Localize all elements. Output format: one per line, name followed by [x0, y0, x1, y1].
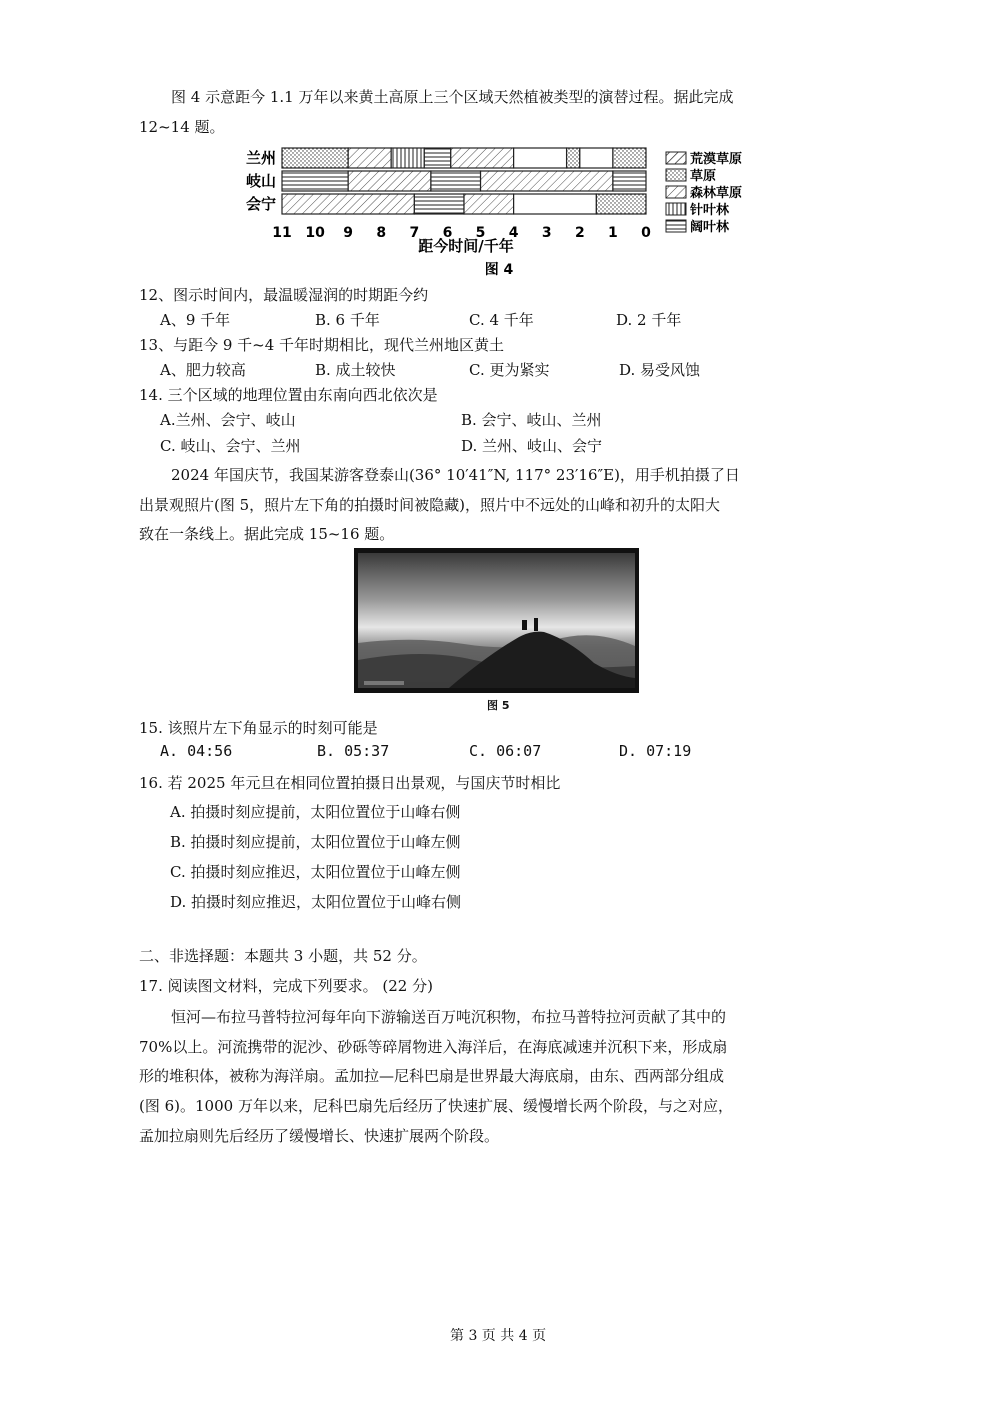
- figure-4-row-label: 兰州: [245, 149, 276, 167]
- q13-option-c: C. 更为紧实: [469, 361, 550, 379]
- figure-4-tick-label: 1: [608, 225, 618, 241]
- figure-4-legend-label: 针叶林: [690, 203, 730, 218]
- figure-4-segment: [567, 148, 580, 168]
- figure-5-caption: 图 5: [487, 699, 510, 712]
- figure-4-legend-swatch: [666, 169, 686, 181]
- q15-option-b: B. 05:37: [317, 742, 390, 760]
- figure-4-legend-swatch: [666, 152, 686, 164]
- q17-para-line-2: 70%以上。河流携带的泥沙、砂砾等碎屑物进入海洋后，在海底减速并沉积下来，形成扇: [139, 1038, 728, 1056]
- q14-option-b: B. 会宁、岐山、兰州: [461, 411, 602, 429]
- q12-option-a: A、9 千年: [160, 311, 231, 329]
- figure-4-tick-label: 0: [641, 225, 651, 241]
- figure-4-segment: [580, 148, 613, 168]
- figure-4-segment: [282, 148, 348, 168]
- q16-option-d: D. 拍摄时刻应推迟，太阳位置位于山峰右侧: [170, 893, 462, 911]
- figure-4-segment: [514, 148, 567, 168]
- q13-option-b: B. 成土较快: [315, 361, 396, 379]
- q16-option-b: B. 拍摄时刻应提前，太阳位置位于山峰左侧: [170, 833, 461, 851]
- q17-para-line-1: 恒河—布拉马普特拉河每年向下游输送百万吨沉积物，布拉马普特拉河贡献了其中的: [171, 1008, 727, 1026]
- figure-4-tick-label: 6: [442, 225, 453, 241]
- figure-4-row-label: 岐山: [245, 172, 276, 190]
- q17-para-line-3: 形的堆积体，被称为海洋扇。孟加拉—尼科巴扇是世界最大海底扇，由东、西两部分组成: [139, 1067, 725, 1085]
- intro2-line-3: 致在一条线上。据此完成 15~16 题。: [139, 525, 395, 543]
- figure-4-legend-label: 草原: [690, 169, 717, 184]
- q17-para-line-5: 孟加拉扇则先后经历了缓慢增长、快速扩展两个阶段。: [139, 1127, 500, 1145]
- figure-4-legend-swatch: [666, 186, 686, 198]
- q15-option-d: D. 07:19: [619, 742, 692, 760]
- q16-option-a: A. 拍摄时刻应提前，太阳位置位于山峰右侧: [170, 803, 461, 821]
- figure-4-caption: 图 4: [484, 262, 514, 278]
- intro2-line-1: 2024 年国庆节，我国某游客登泰山(36° 10′41″N, 117° 23′16″E)，用手机拍摄了日: [171, 466, 740, 484]
- figure-4-segment: [282, 194, 414, 214]
- figure-4-segment: [514, 194, 597, 214]
- figure-4-tick-label: 7: [409, 225, 420, 241]
- figure-4-tick-label: 4: [508, 225, 519, 241]
- figure-4-segment: [414, 194, 464, 214]
- figure-4-tick-label: 10: [305, 225, 325, 241]
- q15-stem: 15. 该照片左下角显示的时刻可能是: [139, 719, 378, 737]
- figure-4-segment: [613, 171, 646, 191]
- figure-4-segment: [391, 148, 424, 168]
- q14-option-d: D. 兰州、岐山、会宁: [461, 437, 603, 455]
- q15-option-a: A. 04:56: [160, 742, 233, 760]
- q14-stem: 14. 三个区域的地理位置由东南向西北依次是: [139, 386, 438, 404]
- figure-4-tick-label: 11: [272, 225, 292, 241]
- figure-4-segment: [451, 148, 514, 168]
- q13-option-d: D. 易受风蚀: [619, 361, 701, 379]
- figure-4-row-label: 会宁: [245, 195, 276, 213]
- figure-4-tick-label: 3: [541, 225, 552, 241]
- figure-4-tick-label: 8: [376, 225, 387, 241]
- figure-4-chart: [240, 140, 760, 280]
- figure-4-xlabel: 距今时间/千年: [418, 237, 514, 255]
- figure-5-photo: [354, 548, 639, 693]
- figure-4-legend-label: 荒漠草原: [690, 152, 743, 167]
- figure-4-legend-swatch: [666, 220, 686, 232]
- figure-4-segment: [613, 148, 646, 168]
- figure-4-segment: [464, 194, 514, 214]
- figure-4-segment: [596, 194, 646, 214]
- q13-option-a: A、肥力较高: [160, 361, 246, 379]
- figure-4-tick-label: 9: [343, 225, 354, 241]
- figure-4-legend-label: 阔叶林: [690, 220, 730, 235]
- page-footer: 第 3 页 共 4 页: [450, 1328, 547, 1344]
- intro-line-1: 图 4 示意距今 1.1 万年以来黄土高原上三个区域天然植被类型的演替过程。据此完成: [171, 88, 734, 106]
- q14-option-a: A.兰州、会宁、岐山: [160, 411, 296, 429]
- q12-option-d: D. 2 千年: [616, 311, 682, 329]
- intro-line-2: 12~14 题。: [139, 118, 225, 136]
- q14-option-c: C. 岐山、会宁、兰州: [160, 437, 301, 455]
- q15-option-c: C. 06:07: [469, 742, 542, 760]
- q16-option-c: C. 拍摄时刻应推迟，太阳位置位于山峰左侧: [170, 863, 461, 881]
- q16-stem: 16. 若 2025 年元旦在相同位置拍摄日出景观，与国庆节时相比: [139, 774, 561, 792]
- figure-4-segment: [431, 171, 481, 191]
- figure-4-segment: [481, 171, 613, 191]
- figure-4-segment: [348, 148, 391, 168]
- q12-option-b: B. 6 千年: [315, 311, 380, 329]
- q17-para-line-4: (图 6)。1000 万年以来，尼科巴扇先后经历了快速扩展、缓慢增长两个阶段，与之对应，: [139, 1097, 733, 1115]
- figure-4-tick-label: 5: [475, 225, 486, 241]
- q12-stem: 12、图示时间内，最温暖湿润的时期距今约: [139, 286, 429, 304]
- q13-stem: 13、与距今 9 千~4 千年时期相比，现代兰州地区黄土: [139, 336, 505, 354]
- q17-stem: 17. 阅读图文材料，完成下列要求。 (22 分): [139, 977, 433, 995]
- figure-4-segment: [348, 171, 431, 191]
- figure-4-segment: [424, 148, 450, 168]
- figure-4-segment: [282, 171, 348, 191]
- intro2-line-2: 出景观照片(图 5，照片左下角的拍摄时间被隐藏)，照片中不远处的山峰和初升的太阳大: [139, 496, 721, 514]
- figure-4-legend-label: 森林草原: [690, 186, 743, 201]
- section-2-heading: 二、非选择题：本题共 3 小题，共 52 分。: [139, 947, 427, 965]
- q12-option-c: C. 4 千年: [469, 311, 534, 329]
- figure-4-tick-label: 2: [574, 225, 585, 241]
- figure-4-legend-swatch: [666, 203, 686, 215]
